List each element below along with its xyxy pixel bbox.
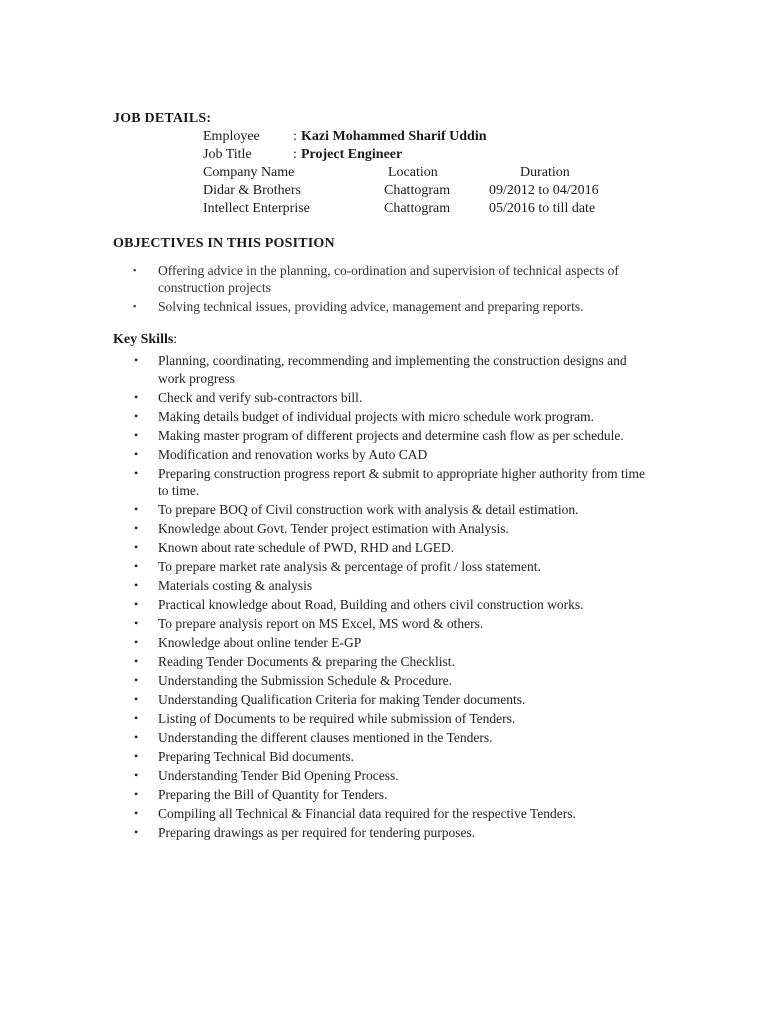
bullet-icon: • [134, 768, 139, 782]
colon: : [173, 332, 178, 347]
list-item [0, 691, 648, 709]
list-item [0, 596, 648, 614]
bullet-icon: • [134, 692, 139, 706]
skill-text: Preparing construction progress report & submit to appropriate higher authority from time to time. [158, 465, 646, 498]
list-item [0, 577, 648, 595]
colon: : [293, 129, 297, 144]
objective-text: Offering advice in the planning, co-ordination and supervision of technical aspects of construction projects [158, 263, 619, 295]
skill-text: To prepare analysis report on MS Excel, MS word & others. [158, 616, 484, 631]
skill-text: Modification and renovation works by Auto CAD [158, 446, 428, 462]
list-item [0, 262, 628, 296]
skill-text: Understanding Qualification Criteria for making Tender documents. [158, 692, 526, 707]
employee-name: Kazi Mohammed Sharif Uddin [301, 129, 487, 144]
list-item [0, 672, 648, 690]
list-item [0, 767, 648, 785]
skill-text: Compiling all Technical & Financial data required for the respective Tenders. [158, 806, 576, 821]
list-item [0, 465, 648, 500]
list-item [0, 748, 648, 766]
skill-text: Practical knowledge about Road, Building and others civil construction works. [158, 597, 584, 612]
key-skills-list [0, 352, 768, 843]
list-item [0, 786, 648, 804]
key-skills-heading [113, 332, 177, 348]
bullet-icon: • [134, 521, 139, 535]
colon: : [293, 147, 297, 162]
bullet-icon: • [134, 465, 139, 480]
list-item [0, 408, 648, 426]
list-item [0, 539, 648, 557]
skill-text: Known about rate schedule of PWD, RHD and LGED. [158, 540, 455, 555]
bullet-icon: • [134, 578, 139, 592]
list-item [0, 558, 648, 576]
bullet-icon: • [134, 353, 139, 367]
skill-text: Preparing Technical Bid documents. [158, 749, 355, 764]
location: Chattogram [384, 183, 451, 198]
skill-text: To prepare BOQ of Civil construction work with analysis & detail estimation. [158, 502, 579, 517]
skill-text: Understanding the different clauses mentioned in the Tenders. [158, 730, 493, 745]
objectives-list [0, 262, 768, 317]
list-item [0, 615, 648, 633]
location: Chattogram [384, 201, 451, 216]
skill-text: Understanding Tender Bid Opening Process. [158, 768, 399, 783]
bullet-icon: • [134, 616, 139, 630]
bullet-icon: • [134, 540, 139, 554]
list-item [0, 729, 648, 747]
list-item [0, 710, 648, 728]
location-header: Location [388, 165, 438, 180]
skill-text: Preparing the Bill of Quantity for Tenders. [158, 787, 388, 802]
duration: 05/2016 to till date [489, 201, 596, 216]
bullet-icon: • [134, 389, 139, 404]
company-name-header: Company Name [203, 165, 295, 180]
company-name: Intellect Enterprise [203, 201, 310, 216]
bullet-icon: • [134, 806, 139, 820]
list-item [0, 653, 648, 671]
bullet-icon: • [134, 427, 139, 442]
list-item [0, 520, 648, 538]
skill-text: To prepare market rate analysis & percentage of profit / loss statement. [158, 559, 541, 574]
square-bullet-icon: ▪ [133, 301, 137, 311]
job-details-heading: JOB DETAILS: [113, 111, 212, 126]
skill-text: Materials costing & analysis [158, 578, 313, 593]
objectives-heading: OBJECTIVES IN THIS POSITION [113, 236, 335, 251]
key-skills-title: Key Skills [113, 332, 174, 347]
list-item [0, 634, 648, 652]
objective-text: Solving technical issues, providing advice, management and preparing reports. [158, 299, 584, 314]
employee-label: Employee [203, 129, 260, 144]
bullet-icon: • [134, 730, 139, 744]
skill-text: Planning, coordinating, recommending and implementing the construction designs and work progress [158, 353, 627, 386]
skill-text: Knowledge about online tender E-GP [158, 635, 362, 650]
bullet-icon: • [134, 654, 139, 668]
list-item [0, 389, 648, 407]
bullet-icon: • [134, 749, 139, 763]
skill-text: Reading Tender Documents & preparing the Checklist. [158, 654, 455, 669]
skill-text: Listing of Documents to be required while submission of Tenders. [158, 711, 516, 726]
skill-text: Preparing drawings as per required for tendering purposes. [158, 825, 476, 840]
company-name: Didar & Brothers [203, 183, 301, 198]
list-item [0, 352, 648, 387]
skill-text: Understanding the Submission Schedule & Procedure. [158, 673, 452, 688]
bullet-icon: • [134, 635, 139, 649]
skill-text: Making master program of different projects and determine cash flow as per schedule. [158, 427, 624, 443]
duration-header: Duration [520, 165, 570, 180]
bullet-icon: • [134, 559, 139, 573]
skill-text: Making details budget of individual projects with micro schedule work program. [158, 408, 595, 424]
job-title-value: Project Engineer [301, 147, 403, 162]
bullet-icon: • [134, 711, 139, 725]
duration: 09/2012 to 04/2016 [489, 183, 599, 198]
list-item [0, 501, 648, 519]
skill-text: Check and verify sub-contractors bill. [158, 389, 363, 405]
bullet-icon: • [134, 787, 139, 801]
square-bullet-icon: ▪ [133, 265, 137, 275]
list-item [0, 824, 648, 842]
list-item [0, 805, 648, 823]
bullet-icon: • [134, 673, 139, 687]
bullet-icon: • [134, 502, 139, 516]
list-item [0, 446, 648, 464]
job-title-label: Job Title [203, 147, 252, 162]
skill-text: Knowledge about Govt. Tender project estimation with Analysis. [158, 521, 509, 536]
bullet-icon: • [134, 825, 139, 839]
bullet-icon: • [134, 597, 139, 611]
list-item [0, 298, 628, 315]
bullet-icon: • [134, 408, 139, 423]
list-item [0, 427, 648, 445]
bullet-icon: • [134, 446, 139, 461]
